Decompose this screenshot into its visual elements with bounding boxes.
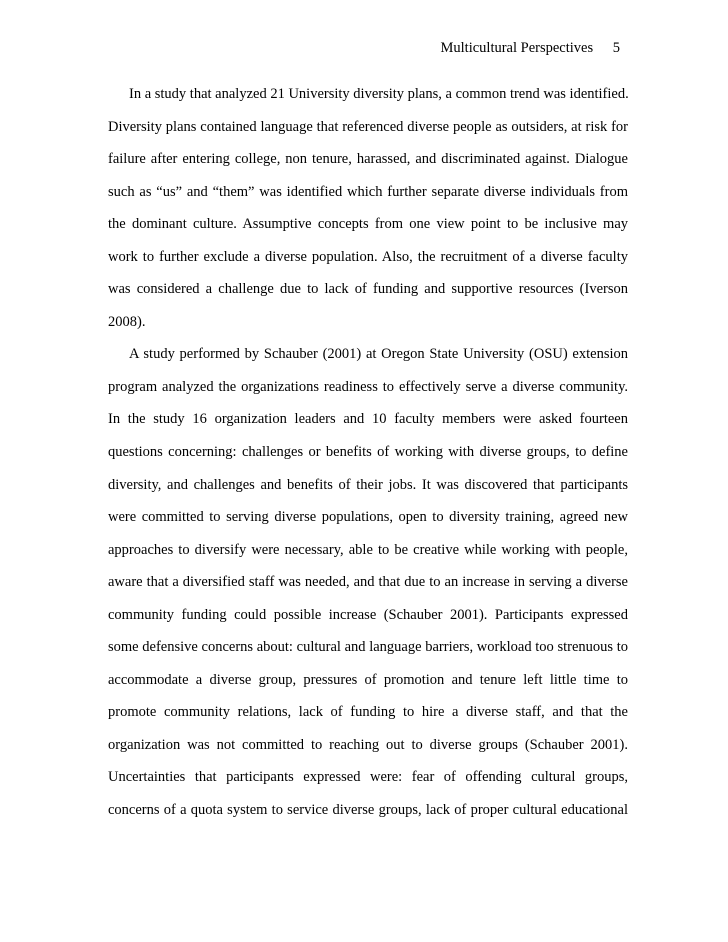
text-line: program analyzed the organizations readiness to effectively serve a diverse community.	[108, 378, 628, 395]
text-line: was considered a challenge due to lack of funding and supportive resources (Iverson	[108, 281, 628, 298]
text-line: approaches to diversify were necessary, able to be creative while working with people,	[108, 541, 628, 558]
text-line: promote community relations, lack of funding to hire a diverse staff, and that the	[108, 704, 628, 721]
text-line: work to further exclude a diverse population. Also, the recruitment of a diverse faculty	[108, 248, 628, 265]
text-line: accommodate a diverse group, pressures of promotion and tenure left little time to	[108, 671, 628, 688]
running-head-title: Multicultural Perspectives	[440, 40, 594, 56]
body-text	[108, 85, 628, 834]
text-line: aware that a diversified staff was needed, and that due to an increase in serving a diverse	[108, 574, 628, 591]
text-line: some defensive concerns about: cultural and language barriers, workload too strenuous to	[108, 639, 628, 656]
text-line: concerns of a quota system to service diverse groups, lack of proper cultural educational	[108, 802, 628, 819]
text-line: community funding could possible increase (Schauber 2001). Participants expressed	[108, 606, 628, 623]
text-line: diversity, and challenges and benefits of their jobs. It was discovered that participants	[108, 476, 628, 493]
text-line: Uncertainties that participants expressed were: fear of offending cultural groups,	[108, 769, 628, 786]
text-line: were committed to serving diverse populations, open to diversity training, agreed new	[108, 509, 628, 526]
text-line: A study performed by Schauber (2001) at Oregon State University (OSU) extension	[129, 346, 628, 363]
text-line: such as “us” and “them” was identified which further separate diverse individuals from	[108, 183, 628, 200]
text-line: organization was not committed to reaching out to diverse groups (Schauber 2001).	[108, 736, 628, 753]
text-line: questions concerning: challenges or benefits of working with diverse groups, to define	[108, 444, 628, 461]
text-line: the dominant culture. Assumptive concepts from one view point to be inclusive may	[108, 216, 628, 233]
text-line: In a study that analyzed 21 University diversity plans, a common trend was identified.	[129, 86, 629, 102]
text-line: failure after entering college, non tenure, harassed, and discriminated against. Dialogue	[108, 151, 628, 168]
text-line: In the study 16 organization leaders and 10 faculty members were asked fourteen	[108, 411, 628, 428]
page-number: 5	[612, 40, 620, 56]
text-line: Diversity plans contained language that referenced diverse people as outsiders, at risk for	[108, 118, 628, 135]
text-line: 2008).	[108, 313, 146, 330]
running-head	[441, 39, 621, 57]
